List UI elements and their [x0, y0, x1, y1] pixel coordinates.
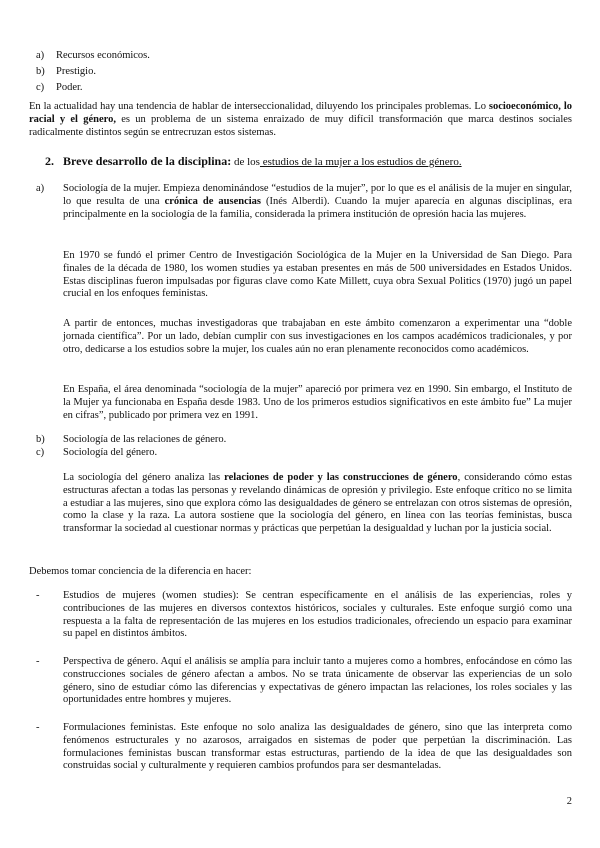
paragraph-1970: En 1970 se fundó el primer Centro de Investigación Sociológica de la Mujer en la Universidad de San Diego. Para finales de la década de 1980, los women studies ya estaban presentes en más de 500 universidades en Estados Unidos. Estas disciplinas fueron impulsadas por figuras clave como Kate Millett, cuya obra Sexual Politics (1970) jugó un papel crucial en los enfoques feministas.: [63, 250, 572, 300]
list-marker: a): [36, 50, 45, 61]
list-text: Poder.: [56, 82, 83, 93]
section-heading: [45, 155, 565, 169]
list-text: Recursos económicos.: [56, 50, 150, 61]
paragraph-debemos: Debemos tomar conciencia de la diferencia en hacer:: [29, 566, 252, 577]
section-title-underlined: estudios de la mujer a los estudios de género.: [259, 156, 462, 168]
dash-item-text: Perspectiva de género. Aquí el análisis se amplía para incluir tanto a mujeres como a hombres, enfocándose en cómo las construcciones sociales de género afectan a ambos. No se trata únicamente de observar las experiencias de un solo género, sino de estudiar cómo las diferencias y expectativas de género impactan las relaciones, los roles sociales y las oportunidades entre hombres y mujeres.: [63, 656, 572, 706]
dash-marker: -: [36, 722, 40, 733]
dash-item-text: Estudios de mujeres (women studies): Se centran específicamente en el análisis de las experiencias, roles y contribuciones de las mujeres en diversos contextos históricos, sociales y culturales. Este enfoque surgió como una respuesta a la falta de representación de las mujeres en los estudios tradicionales, ofreciendo un espacio para examinar su papel en distintos ámbitos.: [63, 590, 572, 640]
list-marker: b): [36, 434, 45, 445]
list-marker: a): [36, 183, 45, 194]
intro-paragraph: En la actualidad hay una tendencia de hablar de interseccionalidad, diluyendo los principales problemas. Lo socioeconómico, lo racial y el género, es un problema de un sistema enraizado de muy difícil transformación que marca destinos sociales radicalmente distintos según se entrecruzan estos sistemas.: [29, 101, 572, 138]
list-marker: c): [36, 447, 45, 458]
item-a-bold: crónica de ausencias: [164, 195, 261, 207]
item-c-text: Sociología del género.: [63, 447, 158, 458]
genero-bold: relaciones de poder y las construcciones de género: [224, 472, 458, 483]
paragraph-genero: La sociología del género analiza las relaciones de poder y las construcciones de género, considerando cómo estas estructuras afectan a todas las personas y revelando dinámicas de opresión y privilegio. Este enfoque crítico no se limita a estudiar a las mujeres, sino que explora cómo las desigualdades de género se entrelazan con otros sistemas de opresión, como la clase y la raza. La autora sostiene que la sociología del género, en línea con las teorías feministas, busca transformar la sociedad al cuestionar normas y prácticas que perpetúan la desigualdad y luchan por la justicia social.: [63, 472, 572, 535]
section-title-plain: de los: [231, 156, 260, 168]
list-marker: b): [36, 66, 45, 77]
dash-item-text: Formulaciones feministas. Este enfoque no solo analiza las desigualdades de género, sino que las interpreta como fenómenos estructurales y no azarosos, arraigados en sistemas de poder que perpetúan la discriminación. Las formulaciones feministas buscan transformar estas estructuras, partiendo de la idea de que las desigualdades son construidas social y culturalmente y requieren cambios profundos para ser desmanteladas.: [63, 722, 572, 772]
section-title-bold: Breve desarrollo de la disciplina:: [63, 154, 232, 168]
list-marker: c): [36, 82, 45, 93]
item-a-text: Sociología de la mujer. Empieza denominándose “estudios de la mujer”, por lo que es el análisis de la mujer en singular, lo que resulta de una crónica de ausencias (Inés Alberdi). Cuando la mujer aparecía en algunas disciplinas, era principalmente en la sociología de la familia, considerada la primera institución de opresión hacia las mujeres.: [63, 183, 572, 220]
paragraph-espana: En España, el área denominada “sociología de la mujer” apareció por primera vez en 1990. Sin embargo, el Instituto de la Mujer ya funcionaba en España desde 1983. Uno de los primeros estudios significativos en este ámbito fue” La mujer en cifras”, publicado por primera vez en 1991.: [63, 384, 572, 421]
paragraph-a-partir: A partir de entonces, muchas investigadoras que trabajaban en este ámbito comenzaron a experimentar una “doble jornada científica”. Por un lado, debían cumplir con sus investigaciones en los campos académicos tradicionales, y por otro, dedicarse a los estudios sobre la mujer, los cuales aún no eran plenamente reconocidos como académicos.: [63, 318, 572, 355]
dash-marker: -: [36, 590, 40, 601]
section-number: 2.: [45, 154, 54, 168]
page-number: 2: [566, 796, 572, 807]
dash-marker: -: [36, 656, 40, 667]
list-text: Prestigio.: [56, 66, 96, 77]
intro-bold: socioeconómico, lo racial y el género,: [29, 101, 572, 125]
item-b-text: Sociología de las relaciones de género.: [63, 434, 227, 445]
